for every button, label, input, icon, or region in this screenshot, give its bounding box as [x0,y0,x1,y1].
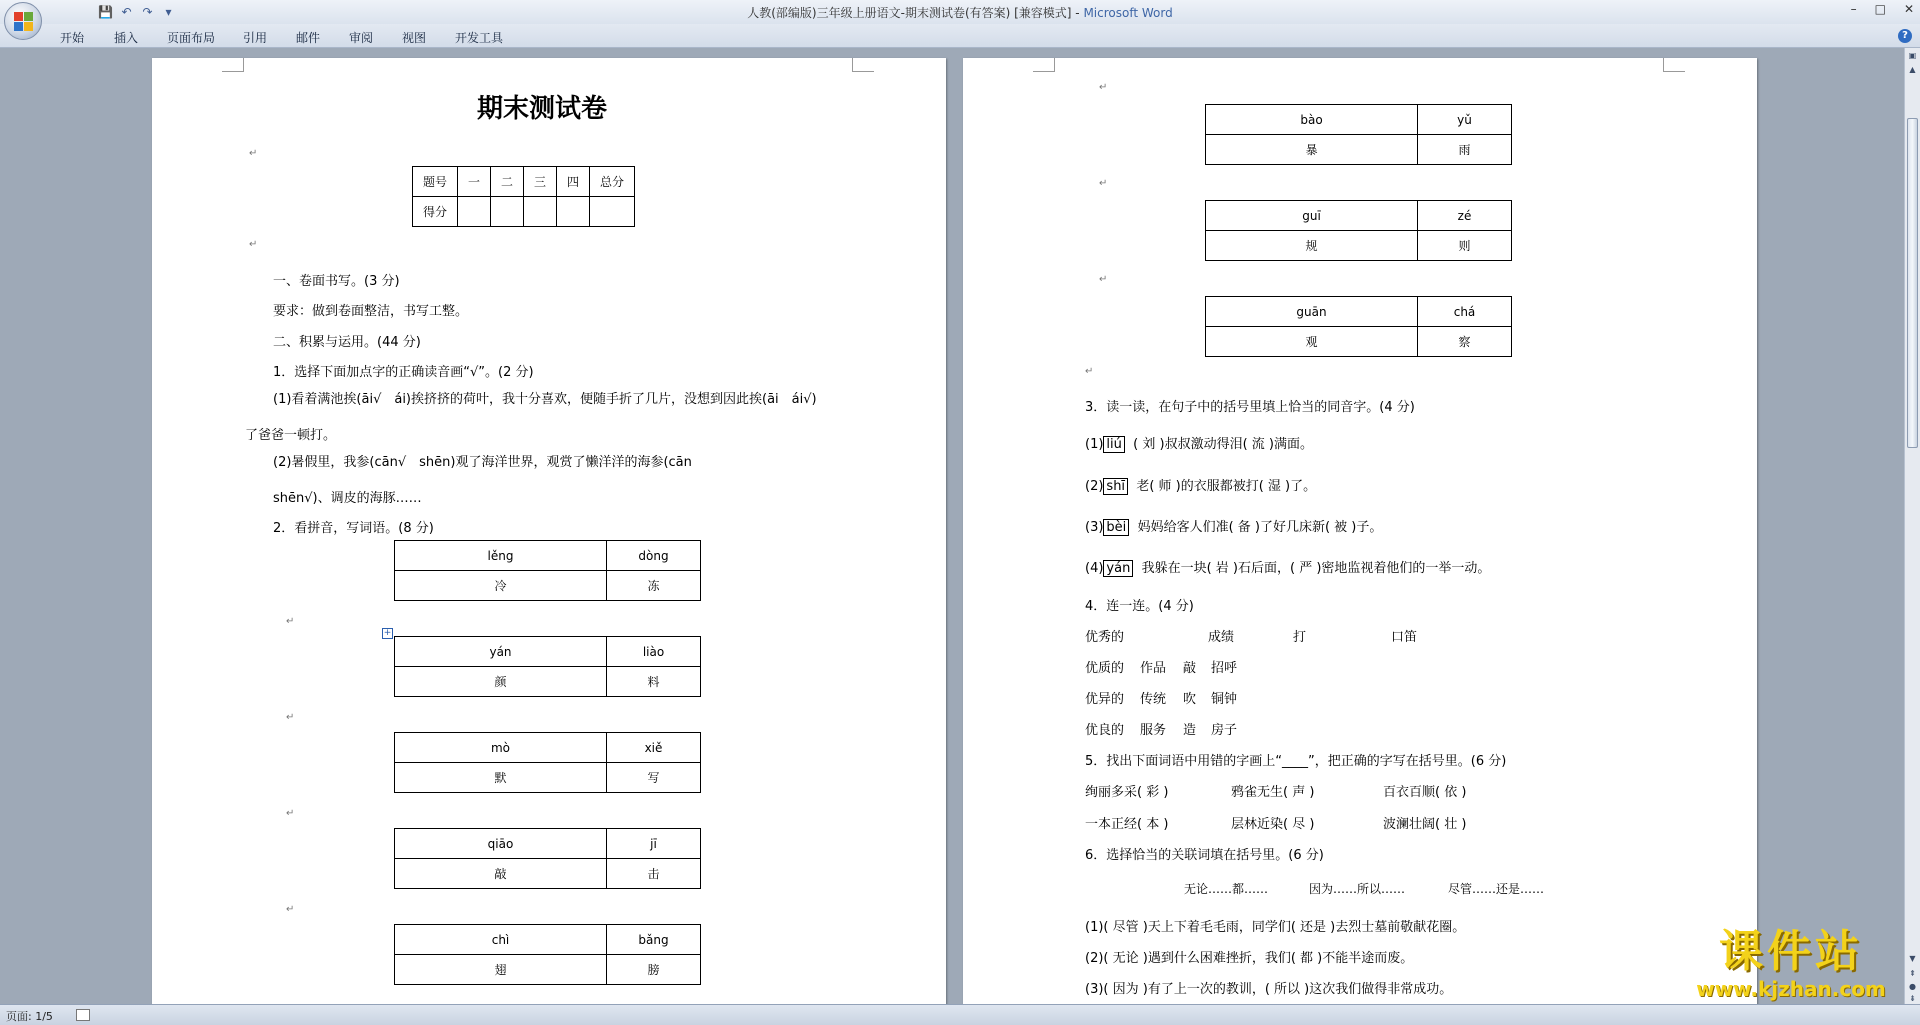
watermark-text: 课件站 [1719,926,1863,977]
hanzi-cell[interactable]: 察 [1418,327,1512,357]
paragraph-mark: ↵ [286,712,295,723]
table-row [395,637,701,667]
conjunction-option: 无论……都…… [1184,882,1269,896]
table-row [395,571,701,601]
table-cell: 题号 [413,167,458,197]
item-number: (2) [1085,479,1104,494]
hanzi-cell[interactable]: 写 [607,763,701,793]
word-table [394,636,701,697]
match-word: 优异的 [1085,692,1125,707]
table-cell[interactable] [491,197,524,227]
word-table [1205,296,1512,357]
pinyin-cell: zé [1418,201,1512,231]
ribbon-tabs [0,24,1920,48]
hanzi-cell[interactable]: 冻 [607,571,701,601]
match-word: 作品 [1140,661,1167,676]
pinyin-cell: yán [395,637,607,667]
next-page-icon[interactable]: ⇟ [1909,994,1916,1003]
hanzi-cell[interactable]: 规 [1206,231,1418,261]
hanzi-cell[interactable]: 敲 [395,859,607,889]
hanzi-cell[interactable]: 默 [395,763,607,793]
window-title [0,4,1920,21]
table-row [1206,297,1512,327]
page-count-status[interactable]: 页面: 1/5 [6,1010,53,1023]
item-text: 老( 师 )的衣服都被打( 湿 )了。 [1136,479,1317,494]
match-word: 优良的 [1085,723,1125,738]
undo-icon[interactable]: ↶ [121,5,132,19]
table-cell: 一 [458,167,491,197]
question-4-prompt: 4．连一连。(4 分) [1085,599,1194,614]
paragraph-mark: ↵ [1099,82,1108,93]
match-word: 成绩 [1208,630,1235,645]
table-cell[interactable] [524,197,557,227]
table-row [395,925,701,955]
question-1-prompt: 1．选择下面加点字的正确读音画“√”。(2 分) [273,365,534,380]
tab-mailings[interactable]: 邮件 [296,31,321,45]
conjunction-option: 尽管……还是…… [1448,882,1545,896]
paragraph-mark: ↵ [286,904,295,915]
document-page-1 [152,58,946,1008]
pinyin-cell: xiě [607,733,701,763]
match-word: 优秀的 [1085,630,1125,645]
section-one-heading: 一、卷面书写。(3 分) [273,274,400,289]
requirement-text: 要求：做到卷面整洁，书写工整。 [273,304,469,319]
table-row [395,733,701,763]
hanzi-cell[interactable]: 膀 [607,955,701,985]
paragraph-mark: ↵ [1099,274,1108,285]
paragraph-mark: ↵ [286,808,295,819]
item-text: 妈妈给客人们准( 备 )了好几床新( 被 )子。 [1137,520,1383,535]
table-row [395,541,701,571]
match-word: 传统 [1140,692,1167,707]
hanzi-cell[interactable]: 颜 [395,667,607,697]
pinyin-cell: mò [395,733,607,763]
score-table [412,166,635,227]
table-row [395,667,701,697]
correction-item: 鸦雀无生( 声 ) [1231,785,1315,800]
scroll-down-icon[interactable]: ▼ [1909,954,1916,963]
help-icon[interactable]: ? [1898,29,1912,43]
correction-item: 绚丽多采( 彩 ) [1085,785,1169,800]
paragraph-mark: ↵ [286,616,295,627]
correction-item: 波澜壮阔( 壮 ) [1383,817,1467,832]
match-word: 优质的 [1085,661,1125,676]
match-word: 打 [1293,630,1307,645]
proofing-icon[interactable] [76,1009,90,1021]
pinyin-cell: chá [1418,297,1512,327]
match-word: 招呼 [1211,661,1238,676]
site-watermark [1678,926,1904,1008]
table-row [1206,231,1512,261]
document-page-2 [963,58,1757,1008]
conjunction-option: 因为……所以…… [1309,882,1406,896]
table-cell: 总分 [590,167,635,197]
pinyin-cell: bào [1206,105,1418,135]
hanzi-cell[interactable]: 冷 [395,571,607,601]
pinyin-box: yán [1103,560,1133,577]
office-button[interactable] [4,2,42,40]
match-word: 口笛 [1391,630,1418,645]
paragraph-mark: ↵ [249,148,258,159]
question-1-item-2-cont: shēn√)、调皮的海豚…… [273,491,422,506]
item-number: (4) [1085,561,1104,576]
word-table [1205,200,1512,261]
question-3-item [1085,475,1316,495]
tab-view[interactable]: 视图 [402,31,427,45]
ruler-toggle-icon[interactable]: ▣ [1908,51,1917,60]
title-bar [0,0,1920,24]
close-button[interactable]: ✕ [1903,2,1914,16]
question-6-prompt: 6．选择恰当的关联词填在括号里。(6 分) [1085,848,1324,863]
word-table [394,924,701,985]
pinyin-cell: bǎng [607,925,701,955]
match-word: 造 [1183,723,1197,738]
match-word: 服务 [1140,723,1167,738]
hanzi-cell[interactable]: 暴 [1206,135,1418,165]
hanzi-cell[interactable]: 击 [607,859,701,889]
app-name: Microsoft Word [1083,6,1173,20]
table-cell: 四 [557,167,590,197]
question-6-item: (3)( 因为 )有了上一次的教训，( 所以 )这次我们做得非常成功。 [1085,982,1453,997]
table-cell: 三 [524,167,557,197]
page-title: 期末测试卷 [477,94,608,124]
hanzi-cell[interactable]: 雨 [1418,135,1512,165]
tab-page-layout[interactable]: 页面布局 [167,31,216,45]
crop-mark [1663,58,1685,72]
tab-developer[interactable]: 开发工具 [455,31,504,45]
table-row [395,763,701,793]
table-cell: 得分 [413,197,458,227]
watermark-url: www.kjzhan.com [1696,977,1886,1001]
previous-page-icon[interactable]: ⇞ [1909,969,1916,978]
hanzi-cell[interactable]: 观 [1206,327,1418,357]
office-logo-icon [14,12,34,32]
window-controls [1851,2,1914,16]
browse-object-icon[interactable]: ● [1909,982,1916,991]
paragraph-mark: ↵ [1085,366,1094,377]
table-cell[interactable] [458,197,491,227]
tab-home[interactable]: 开始 [60,31,85,45]
match-word: 房子 [1211,723,1238,738]
match-word: 铜钟 [1211,692,1238,707]
vertical-scrollbar[interactable] [1904,48,1920,1004]
tab-insert[interactable]: 插入 [114,31,139,45]
question-1-item-2: (2)暑假里，我参(cān√ shēn)观了海洋世界，观赏了懒洋洋的海参(cān [273,455,692,470]
item-number: (3) [1085,520,1104,535]
tab-review[interactable]: 审阅 [349,31,374,45]
question-5-prompt: 5．找出下面词语中用错的字画上“____”，把正确的字写在括号里。(6 分) [1085,754,1507,769]
pinyin-cell: dòng [607,541,701,571]
pinyin-cell: lěng [395,541,607,571]
table-row [395,829,701,859]
paragraph-mark: ↵ [1099,178,1108,189]
table-row [413,197,635,227]
word-table [1205,104,1512,165]
pinyin-box: shī [1103,478,1128,495]
item-text: ( 刘 )叔叔激动得泪( 流 )满面。 [1133,437,1313,452]
item-number: (1) [1085,437,1104,452]
pinyin-box: bèi [1103,519,1129,536]
pinyin-box: liú [1103,436,1124,453]
save-icon[interactable]: 💾 [98,5,113,19]
match-word: 吹 [1183,692,1197,707]
table-row [1206,135,1512,165]
pinyin-cell: yǔ [1418,105,1512,135]
pinyin-cell: liào [607,637,701,667]
crop-mark [1033,58,1055,72]
pinyin-cell: jī [607,829,701,859]
table-row [1206,105,1512,135]
hanzi-cell[interactable]: 料 [607,667,701,697]
table-row [1206,327,1512,357]
redo-icon[interactable]: ↷ [142,5,153,19]
question-3-prompt: 3．读一读，在句子中的括号里填上恰当的同音字。(4 分) [1085,400,1415,415]
pinyin-cell: guī [1206,201,1418,231]
question-3-item [1085,516,1382,536]
table-row [413,167,635,197]
correction-item: 层林近染( 尽 ) [1231,817,1315,832]
tab-references[interactable]: 引用 [243,31,268,45]
word-table [394,828,701,889]
question-6-item: (2)( 无论 )遇到什么困难挫折，我们( 都 )不能半途而废。 [1085,951,1414,966]
question-3-item [1085,557,1490,577]
hanzi-cell[interactable]: 则 [1418,231,1512,261]
section-two-heading: 二、积累与运用。(44 分) [273,335,421,350]
maximize-button[interactable]: □ [1874,2,1886,16]
word-table [394,540,701,601]
question-6-item: (1)( 尽管 )天上下着毛毛雨，同学们( 还是 )去烈士墓前敬献花圈。 [1085,920,1466,935]
pinyin-cell: qiāo [395,829,607,859]
table-row [395,859,701,889]
table-row [1206,201,1512,231]
table-cell[interactable] [590,197,635,227]
table-row [395,955,701,985]
table-cell[interactable] [557,197,590,227]
pinyin-cell: guān [1206,297,1418,327]
item-text: 我躲在一块( 岩 )石后面，( 严 )密地监视着他们的一举一动。 [1141,561,1491,576]
minimize-button[interactable]: – [1850,2,1857,16]
question-3-item [1085,433,1313,453]
customize-qat-icon[interactable]: ▾ [165,5,172,19]
match-word: 敲 [1183,661,1197,676]
table-cell: 二 [491,167,524,197]
paragraph-mark: ↵ [249,239,258,250]
question-2-prompt: 2．看拼音，写词语。(8 分) [273,521,434,536]
status-bar [0,1004,1920,1025]
correction-item: 百衣百顺( 依 ) [1383,785,1467,800]
scroll-up-icon[interactable]: ▲ [1909,65,1916,74]
crop-mark [222,58,244,72]
word-table [394,732,701,793]
correction-item: 一本正经( 本 ) [1085,817,1169,832]
scrollbar-thumb[interactable] [1907,118,1918,448]
question-1-item-1-cont: 了爸爸一顿打。 [245,428,337,443]
question-1-item-1: (1)看着满池挨(āi√ ái)挨挤挤的荷叶，我十分喜欢，便随手折了几片，没想到因此挨(āi ái√) [273,392,817,407]
document-title: 人教(部编版)三年级上册语文-期末测试卷(有答案) [兼容模式] - [747,6,1084,20]
table-move-handle-icon[interactable]: + [383,628,392,638]
crop-mark [852,58,874,72]
hanzi-cell[interactable]: 翅 [395,955,607,985]
pinyin-cell: chì [395,925,607,955]
